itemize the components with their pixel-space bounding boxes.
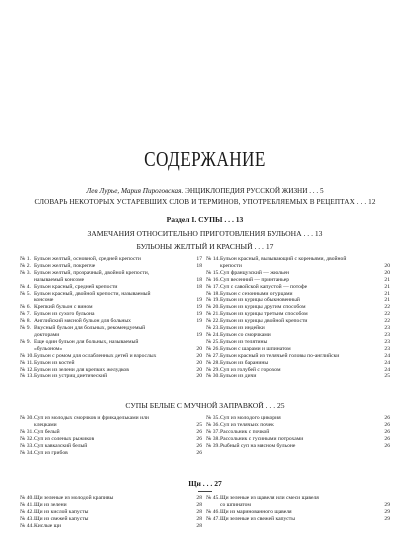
recipe-number: № 39.	[206, 442, 220, 449]
recipe-number: № 41.	[20, 501, 34, 508]
recipe-title: Щи зеленые из молодой крапивы	[34, 495, 114, 501]
toc-entry-line	[206, 256, 390, 263]
recipe-number: № 32.	[20, 435, 34, 442]
recipe-title: Щи зеленые из свежей капусты	[220, 515, 295, 522]
toc-entry	[20, 429, 202, 436]
toc-entry-continuation	[20, 332, 202, 339]
page-number: 28	[196, 495, 202, 501]
recipe-title: Суп с савойской капустой — потофе	[220, 283, 308, 290]
recipe-title: Суп кавказский белый	[34, 442, 88, 449]
toc-entry	[206, 332, 390, 339]
page-number: 28	[196, 508, 202, 515]
toc-entry	[206, 297, 390, 304]
toc-entry-continuation	[20, 346, 202, 353]
recipe-title: Кислые щи	[34, 522, 61, 529]
page-number: 19	[196, 318, 202, 325]
recipe-number: № 24.	[206, 331, 220, 338]
recipe-number: № 30.	[20, 415, 34, 421]
toc-entry	[20, 353, 202, 360]
page-number: 18	[196, 276, 202, 283]
page-number: 21	[384, 290, 390, 297]
recipe-number: № 25.	[206, 338, 220, 345]
page-number: 22	[384, 318, 390, 325]
page-number: 19	[196, 311, 202, 318]
recipe-number: № 30.	[206, 373, 220, 380]
page-number: 23	[384, 345, 390, 352]
recipe-title: Бульон желтый, основной, средней крепости	[34, 256, 141, 262]
broth-notes-heading: ЗАМЕЧАНИЯ ОТНОСИТЕЛЬНО ПРИГОТОВЛЕНИЯ БУЛЬОНА . . . 13	[87, 229, 323, 238]
recipe-number: № 9.	[20, 325, 31, 332]
recipe-title: Щи зеленые из щавеля или смеси щавеля	[220, 495, 319, 501]
page-number: 20	[196, 345, 202, 352]
recipe-title: Бульон из зелени для крепких желудков	[34, 366, 129, 373]
recipe-number: № 13.	[20, 373, 34, 380]
white-soups-heading: СУПЫ БЕЛЫЕ С МУЧНОЙ ЗАПРАВКОЙ . . . 25	[125, 401, 285, 410]
recipe-title: Вкусный бульон для больных, рекомендуемый	[34, 325, 146, 332]
recipe-title: Бульон из сухого бульона	[34, 311, 95, 318]
toc-entry	[206, 415, 390, 422]
recipe-title: Крепкий бульон с вином	[34, 304, 93, 311]
toc-entry-continuation	[20, 277, 202, 284]
recipe-title: Бульон красный из телячьей головы по-английски	[220, 352, 340, 359]
recipe-number: № 15.	[206, 269, 220, 276]
recipe-title-continued: консоме	[34, 297, 54, 304]
page-number: 29	[384, 515, 390, 522]
recipe-number: № 16.	[206, 276, 220, 283]
page-number: 26	[384, 415, 390, 421]
toc-entry	[20, 256, 202, 263]
recipe-number: № 18.	[206, 290, 220, 297]
recipe-number: № 21.	[206, 311, 220, 318]
recipe-number: № 43.	[20, 515, 34, 522]
toc-entry-continuation	[206, 502, 390, 509]
recipe-number: № 45.	[206, 495, 220, 501]
page-number: 21	[384, 297, 390, 304]
intro-text: ЭНЦИКЛОПЕДИЯ РУССКОЙ ЖИЗНИ . . . 5	[185, 187, 324, 195]
page-number: 26	[384, 435, 390, 442]
page-number: 22	[384, 311, 390, 318]
page-number: 20	[196, 352, 202, 359]
recipe-title: Бульон из курицы двойной крепости	[220, 318, 308, 325]
recipe-title: Щи из маринованного щавеля	[220, 508, 292, 515]
toc-entry	[20, 284, 202, 291]
toc-entry	[206, 509, 390, 516]
recipe-number: № 20.	[206, 304, 220, 311]
toc-entry	[206, 325, 390, 332]
toc-entry-continuation	[20, 422, 202, 429]
recipe-number: № 6.	[20, 304, 31, 311]
recipe-title: Английский мясной бульон для больных	[34, 318, 131, 325]
page-number: 20	[196, 366, 202, 373]
toc-entry	[20, 311, 202, 318]
toc-entry	[20, 443, 202, 450]
recipe-number: № 35.	[206, 415, 220, 421]
recipe-title: Бульон из костей	[34, 359, 75, 366]
recipe-number: № 47.	[206, 515, 220, 522]
toc-entry	[20, 367, 202, 374]
broths-left-list	[20, 256, 202, 380]
recipe-number: № 28.	[206, 359, 220, 366]
recipe-number: № 12.	[20, 366, 34, 373]
recipe-number: № 2.	[20, 262, 31, 269]
toc-entry	[206, 422, 390, 429]
page-number: 24	[384, 366, 390, 373]
toc-entry	[206, 291, 390, 298]
toc-entry	[20, 509, 202, 516]
toc-entry	[206, 270, 390, 277]
toc-entry	[206, 318, 390, 325]
toc-entry-line	[206, 495, 390, 502]
page-number: 25	[196, 421, 202, 428]
recipe-title: Бульон из курицы другим способом	[220, 304, 306, 311]
broths-right-list	[206, 256, 390, 380]
recipe-title-continued: крепости	[220, 262, 242, 269]
recipe-title: Суп французский — жюльен	[220, 269, 289, 276]
recipe-number: № 27.	[206, 352, 220, 359]
toc-entry	[206, 304, 390, 311]
toc-entry	[206, 339, 390, 346]
toc-entry-continuation	[206, 263, 390, 270]
recipe-number: № 42.	[20, 508, 34, 515]
recipe-title: Бульон с шарами и шпинатом	[220, 345, 291, 352]
page-number: 26	[196, 449, 202, 456]
recipe-title: Бульон из курицы обыкновенный	[220, 297, 300, 304]
page-number: 18	[196, 283, 202, 290]
recipe-number: № 19.	[206, 297, 220, 304]
page-number: 29	[384, 501, 390, 508]
toc-entry-line	[20, 339, 202, 346]
recipe-title: Щи из кислой капусты	[34, 508, 89, 515]
recipe-title-continued: клецками	[34, 421, 57, 428]
page-number: 17	[196, 256, 202, 262]
page-number: 22	[384, 304, 390, 311]
page-number: 20	[384, 262, 390, 269]
toc-entry	[206, 429, 390, 436]
toc-entry	[206, 360, 390, 367]
toc-entry	[20, 373, 202, 380]
page-number: 28	[196, 522, 202, 529]
page-number: 26	[196, 442, 202, 449]
recipe-title: Бульон из телятины	[220, 338, 268, 345]
page-number: 21	[384, 276, 390, 283]
page-number: 19	[196, 297, 202, 304]
page-number: 21	[384, 283, 390, 290]
toc-entry-line	[20, 325, 202, 332]
recipe-title: Бульон со сморчками	[220, 331, 271, 338]
recipe-title: Щи из зелени	[34, 501, 67, 508]
recipe-title: Бульон из курицы третьим способом	[220, 311, 308, 318]
page-number: 29	[384, 508, 390, 515]
toc-entry	[20, 318, 202, 325]
recipe-title: Бульон желтый, покрепче	[34, 262, 96, 269]
recipe-title: Рассольник с почкой	[220, 428, 270, 435]
toc-entry	[20, 450, 202, 457]
recipe-title: Бульон красный, средней крепости	[34, 283, 118, 290]
page-number: 23	[384, 338, 390, 345]
page-title: СОДЕРЖАНИЕ	[144, 147, 266, 171]
toc-entry-continuation	[20, 297, 202, 304]
recipe-number: № 34.	[20, 449, 34, 456]
page-number: 28	[196, 515, 202, 522]
recipe-number: № 14.	[206, 256, 220, 262]
recipe-title: Щи из свежей капусты	[34, 515, 89, 522]
toc-entry	[206, 516, 390, 523]
page-number: 26	[196, 435, 202, 442]
recipe-title: Бульон желтый, прозрачный, двойной крепости,	[34, 269, 150, 276]
recipe-number: № 9.	[20, 338, 31, 345]
heading-rule	[0, 491, 410, 492]
page-number: 25	[384, 373, 390, 380]
toc-entry	[20, 516, 202, 523]
toc-entry	[206, 277, 390, 284]
recipe-title: Рассольник с гусиными потрохами	[220, 435, 304, 442]
page-number: 20	[384, 269, 390, 276]
glossary-line: СЛОВАРЬ НЕКОТОРЫХ УСТАРЕВШИХ СЛОВ И ТЕРМИНОВ, УПОТРЕБЛЯЕМЫХ В РЕЦЕПТАХ . . . 12	[34, 198, 376, 206]
toc-entry	[206, 367, 390, 374]
recipe-number: № 11.	[20, 359, 34, 366]
recipe-title: Бульон из дичи	[220, 373, 257, 380]
page-number: 26	[384, 421, 390, 428]
page-number: 23	[384, 331, 390, 338]
page-number: 24	[384, 352, 390, 359]
recipe-title: Бульон с сезонными огурцами	[220, 290, 293, 297]
broths-heading: БУЛЬОНЫ ЖЕЛТЫЙ И КРАСНЫЙ . . . 17	[136, 242, 274, 251]
white-soups-right-list	[206, 415, 390, 450]
recipe-title-continued: докторами	[34, 331, 60, 338]
page-number: 20	[196, 359, 202, 366]
recipe-title-continued: называемый консоме	[34, 276, 85, 283]
recipe-title: Бульон красный, двойной крепости, называемый	[34, 290, 151, 297]
shchi-left-list	[20, 495, 202, 530]
recipe-number: № 7.	[20, 311, 31, 318]
toc-entry	[206, 436, 390, 443]
recipe-title-continued: со шпинатом	[220, 501, 251, 508]
toc-entry	[20, 523, 202, 530]
recipe-number: № 4.	[20, 283, 31, 290]
toc-entry	[20, 502, 202, 509]
recipe-title: Суп из телячьих почек	[220, 421, 274, 428]
toc-entry	[20, 360, 202, 367]
white-soups-left-list	[20, 415, 202, 456]
recipe-number: № 29.	[206, 366, 220, 373]
recipe-number: № 38.	[206, 435, 220, 442]
recipe-number: № 26.	[206, 345, 220, 352]
recipe-number: № 33.	[20, 442, 34, 449]
toc-entry	[206, 373, 390, 380]
page-number: 19	[196, 331, 202, 338]
recipe-number: № 40.	[20, 495, 34, 501]
recipe-title: Бульон красный, вызывающий с кореньями, двойной	[220, 256, 347, 262]
recipe-title: Еще один бульон для больных, называемый	[34, 338, 139, 345]
page-number: 23	[384, 325, 390, 332]
page-number: 26	[384, 442, 390, 449]
page-number: 18	[196, 262, 202, 269]
recipe-number: № 22.	[206, 318, 220, 325]
recipe-number: № 3.	[20, 269, 31, 276]
recipe-number: № 31.	[20, 428, 34, 435]
recipe-title: Суп из грибов	[34, 449, 68, 456]
toc-entry	[20, 495, 202, 502]
recipe-title: Бульон из индейки	[220, 325, 265, 332]
toc-entry-line	[20, 291, 202, 298]
toc-entry	[206, 443, 390, 450]
recipe-number: № 46.	[206, 508, 220, 515]
toc-entry-line	[20, 270, 202, 277]
shchi-right-list	[206, 495, 390, 523]
recipe-title: Суп из голубей с горохом	[220, 366, 281, 373]
recipe-title: Бульон из устриц диетический	[34, 373, 108, 380]
recipe-title: Рыбный суп на мясном бульоне	[220, 442, 296, 449]
recipe-number: № 17.	[206, 283, 220, 290]
toc-entry	[206, 284, 390, 291]
section-heading: Раздел I. СУПЫ . . . 13	[166, 215, 244, 224]
page-number: 19	[196, 304, 202, 311]
page-number: 24	[384, 359, 390, 366]
recipe-title: Суп из молодого цикория	[220, 415, 281, 421]
recipe-title: Бульон из баранины	[220, 359, 269, 366]
recipe-number: № 37.	[206, 428, 220, 435]
recipe-number: № 44.	[20, 522, 34, 529]
page-number: 28	[196, 501, 202, 508]
recipe-title: Бульон с ромом для ослабленных детей и взрослых	[34, 352, 157, 359]
toc-entry	[206, 346, 390, 353]
intro-authors: Лев Лурье, Мария Пироговская.	[86, 187, 184, 195]
shchi-heading: Щи . . . 27	[188, 479, 222, 488]
recipe-title-continued: «бульоном»	[34, 345, 63, 352]
intro-line	[0, 187, 410, 195]
toc-entry	[20, 263, 202, 270]
page-number: 26	[196, 428, 202, 435]
page-number: 26	[384, 428, 390, 435]
toc-entry	[206, 353, 390, 360]
recipe-number: № 10.	[20, 352, 34, 359]
recipe-number: № 5.	[20, 290, 31, 297]
recipe-title: Суп из молодых сморчков и фрикадельками или	[34, 415, 149, 421]
page-number: 20	[196, 373, 202, 380]
toc-entry	[20, 436, 202, 443]
recipe-title: Суп весенний — принтаньер	[220, 276, 290, 283]
toc-entry	[206, 311, 390, 318]
toc-entry-line	[20, 415, 202, 422]
recipe-title: Суп белый	[34, 428, 60, 435]
toc-entry	[20, 304, 202, 311]
recipe-number: № 8.	[20, 318, 31, 325]
recipe-number: № 23.	[206, 325, 220, 332]
recipe-number: № 36.	[206, 421, 220, 428]
recipe-title: Суп из соленых рыжиков	[34, 435, 95, 442]
recipe-number: № 1.	[20, 256, 31, 262]
